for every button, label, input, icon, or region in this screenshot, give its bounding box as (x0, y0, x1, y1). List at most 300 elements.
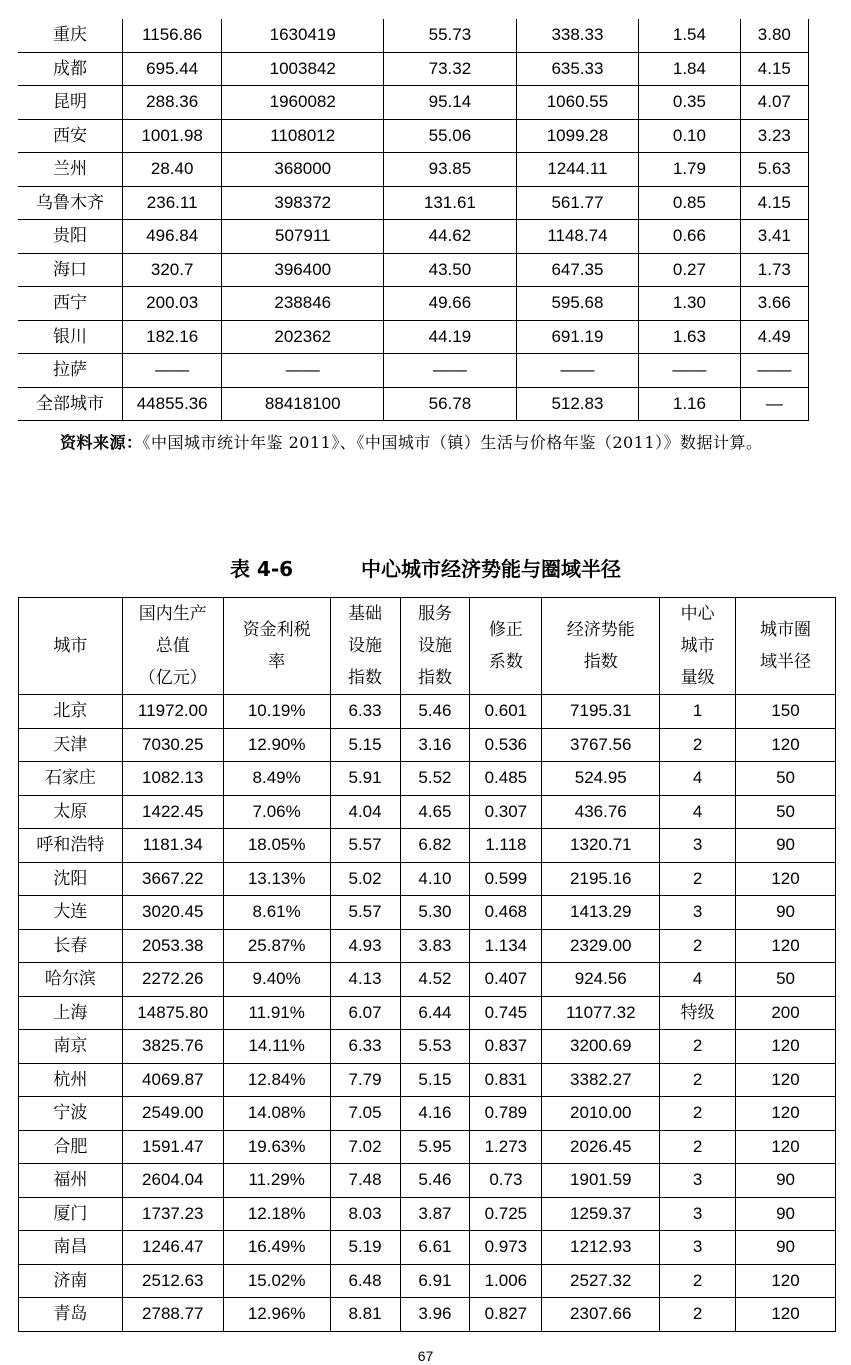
table-cell: 1737.23 (122, 1197, 223, 1231)
header-line: 修正 (488, 620, 523, 639)
table-row (19, 1264, 836, 1298)
table-cell: 3 (660, 1231, 736, 1265)
table-cell: 1.006 (470, 1264, 542, 1298)
table-cell: 120 (736, 1298, 836, 1332)
table-cell: 4 (660, 762, 736, 796)
table-cell: 120 (736, 1063, 836, 1097)
table-cell: 44.62 (384, 220, 517, 254)
header-line: 指数 (583, 652, 618, 671)
table-cell: 182.16 (122, 320, 221, 354)
table-row (19, 929, 836, 963)
city-cell: 合肥 (19, 1130, 123, 1164)
table-cell: 3.23 (740, 119, 808, 153)
table-cell: 0.601 (470, 695, 542, 729)
table-cell: 4.13 (330, 963, 400, 997)
table-cell: 16.49% (223, 1231, 330, 1265)
table-cell: 1630419 (222, 19, 384, 52)
city-cell: 厦门 (19, 1197, 123, 1231)
table-cell: 3.16 (400, 728, 470, 762)
table-cell: 2604.04 (122, 1164, 223, 1198)
table-cell: 3 (660, 896, 736, 930)
table-cell: 56.78 (384, 387, 517, 421)
city-cell: 哈尔滨 (19, 963, 123, 997)
city-cell: 银川 (18, 320, 122, 354)
table-cell: 288.36 (122, 86, 221, 120)
table-cell: 120 (736, 1130, 836, 1164)
table-cell: 11077.32 (542, 996, 660, 1030)
header-line: 系数 (488, 652, 523, 671)
table-cell: 7195.31 (542, 695, 660, 729)
city-cell: 西宁 (18, 287, 122, 321)
table-row (18, 387, 809, 421)
table-cell: 12.90% (223, 728, 330, 762)
table-cell: 73.32 (384, 52, 517, 86)
table-cell: 11.91% (223, 996, 330, 1030)
table-cell: 3825.76 (122, 1030, 223, 1064)
table-cell: 1.16 (639, 387, 740, 421)
table-cell: 120 (736, 1097, 836, 1131)
table-row (19, 862, 836, 896)
table-cell: 6.61 (400, 1231, 470, 1265)
table-cell: 0.468 (470, 896, 542, 930)
column-header (736, 598, 836, 695)
table-economic-potential (18, 597, 836, 1332)
table-cell: 2527.32 (542, 1264, 660, 1298)
city-cell: 兰州 (18, 153, 122, 187)
city-cell: 昆明 (18, 86, 122, 120)
table-cell: 1591.47 (122, 1130, 223, 1164)
table-cell: 0.35 (639, 86, 740, 120)
source-text: 《中国城市统计年鉴 2011》、《中国城市（镇）生活与价格年鉴（2011）》数据计算。 (142, 433, 763, 452)
table-cell: 368000 (222, 153, 384, 187)
table-cell: 5.57 (330, 829, 400, 863)
table-cell: 1244.11 (516, 153, 639, 187)
header-line: 设施 (348, 636, 383, 655)
table-cell: 44855.36 (122, 387, 221, 421)
table-cell: 120 (736, 728, 836, 762)
table-cell: 1413.29 (542, 896, 660, 930)
table-cell: 1.79 (639, 153, 740, 187)
table-cell: 90 (736, 1164, 836, 1198)
table-row (18, 320, 809, 354)
table-cell: 120 (736, 1030, 836, 1064)
table-cell: 49.66 (384, 287, 517, 321)
table-cell: 90 (736, 1231, 836, 1265)
table-cell: 0.789 (470, 1097, 542, 1131)
table-cell: 8.49% (223, 762, 330, 796)
table-cell: —— (516, 354, 639, 388)
table-cell: 50 (736, 795, 836, 829)
table-cell: 2 (660, 929, 736, 963)
table-cell: 3.83 (400, 929, 470, 963)
city-cell: 济南 (19, 1264, 123, 1298)
table-cell: 4.52 (400, 963, 470, 997)
table-cell: 2010.00 (542, 1097, 660, 1131)
table-cell: 6.33 (330, 695, 400, 729)
table-cell: 3.80 (740, 19, 808, 52)
table-cell: 1.54 (639, 19, 740, 52)
table-cell: 5.15 (400, 1063, 470, 1097)
table-cell: 398372 (222, 186, 384, 220)
table-title (0, 553, 851, 582)
table-row (19, 1097, 836, 1131)
table-cell: 595.68 (516, 287, 639, 321)
table-cell: 5.15 (330, 728, 400, 762)
table-cell: 3382.27 (542, 1063, 660, 1097)
table-cell: 93.85 (384, 153, 517, 187)
table-cell: 512.83 (516, 387, 639, 421)
table-cell: 635.33 (516, 52, 639, 86)
header-line: 城市 (680, 636, 715, 655)
table-row (18, 86, 809, 120)
table-cell: 1060.55 (516, 86, 639, 120)
table-cell: 90 (736, 1197, 836, 1231)
table-cell: —— (384, 354, 517, 388)
table-cell: 14.11% (223, 1030, 330, 1064)
table-cell: 120 (736, 929, 836, 963)
table-cell: 1156.86 (122, 19, 221, 52)
table-cell: 4.10 (400, 862, 470, 896)
table-cell: 1108012 (222, 119, 384, 153)
city-cell: 宁波 (19, 1097, 123, 1131)
table-header-row (19, 598, 836, 695)
city-cell: 石家庄 (19, 762, 123, 796)
table-cell: 13.13% (223, 862, 330, 896)
table-cell: 5.02 (330, 862, 400, 896)
table-cell: 1212.93 (542, 1231, 660, 1265)
table-cell: 12.96% (223, 1298, 330, 1332)
table-row (19, 1298, 836, 1332)
city-cell: 太原 (19, 795, 123, 829)
column-header (19, 598, 123, 695)
table-cell: 2195.16 (542, 862, 660, 896)
table-cell: 3200.69 (542, 1030, 660, 1064)
table-row (19, 1164, 836, 1198)
table-cell: 3.87 (400, 1197, 470, 1231)
table-cell: —— (122, 354, 221, 388)
table-cell: 4.15 (740, 186, 808, 220)
table-cell: 3.66 (740, 287, 808, 321)
city-cell: 全部城市 (18, 387, 122, 421)
table-cell: 6.33 (330, 1030, 400, 1064)
table-cell: 2512.63 (122, 1264, 223, 1298)
table-cell: 150 (736, 695, 836, 729)
table-cell: 18.05% (223, 829, 330, 863)
table-cell: 0.66 (639, 220, 740, 254)
header-line: 国内生产 (138, 604, 207, 623)
table-cell: 2549.00 (122, 1097, 223, 1131)
table-cell: 120 (736, 1264, 836, 1298)
city-cell: 福州 (19, 1164, 123, 1198)
table-cell: 12.84% (223, 1063, 330, 1097)
table-cell: 4 (660, 795, 736, 829)
table-cell: 43.50 (384, 253, 517, 287)
column-header (223, 598, 330, 695)
table-cell: 7.79 (330, 1063, 400, 1097)
table-cell: 1.273 (470, 1130, 542, 1164)
table-cell: 4.07 (740, 86, 808, 120)
table-cell: —— (639, 354, 740, 388)
table-cell: 4069.87 (122, 1063, 223, 1097)
table-cell: 691.19 (516, 320, 639, 354)
header-line: 基础 (348, 604, 383, 623)
table-cell: 50 (736, 762, 836, 796)
city-cell: 海口 (18, 253, 122, 287)
table-cell: 1901.59 (542, 1164, 660, 1198)
table-continued (18, 19, 809, 421)
table-cell: 7.05 (330, 1097, 400, 1131)
column-header (330, 598, 400, 695)
table-cell: 8.61% (223, 896, 330, 930)
table-cell: 4.15 (740, 52, 808, 86)
table-cell: 90 (736, 829, 836, 863)
header-line: 域半径 (760, 652, 812, 671)
table-cell: 55.06 (384, 119, 517, 153)
table-row (19, 829, 836, 863)
table-cell: 131.61 (384, 186, 517, 220)
source-label: 资料来源： (60, 433, 143, 452)
city-cell: 天津 (19, 728, 123, 762)
table-cell: 1422.45 (122, 795, 223, 829)
table-cell: 202362 (222, 320, 384, 354)
table-cell: 50 (736, 963, 836, 997)
table-cell: 5.46 (400, 695, 470, 729)
table-cell: 15.02% (223, 1264, 330, 1298)
table-cell: 6.48 (330, 1264, 400, 1298)
header-line: 资金利税 (242, 620, 311, 639)
table-row (19, 1063, 836, 1097)
header-line: 城市 (53, 636, 88, 655)
city-cell: 南昌 (19, 1231, 123, 1265)
table-cell: 120 (736, 862, 836, 896)
table-cell: 2 (660, 1063, 736, 1097)
table-cell: 5.30 (400, 896, 470, 930)
table-row (19, 1130, 836, 1164)
table-row (18, 119, 809, 153)
table-cell: 3 (660, 1197, 736, 1231)
table-cell: 1259.37 (542, 1197, 660, 1231)
table-cell: 55.73 (384, 19, 517, 52)
table-cell: 0.745 (470, 996, 542, 1030)
table-cell: 238846 (222, 287, 384, 321)
table-cell: 2 (660, 1097, 736, 1131)
table-row (19, 728, 836, 762)
table-cell: 4 (660, 963, 736, 997)
table-cell: 特级 (660, 996, 736, 1030)
table-cell: 5.91 (330, 762, 400, 796)
table-cell: 1.84 (639, 52, 740, 86)
table-cell: 4.93 (330, 929, 400, 963)
table-cell: 3767.56 (542, 728, 660, 762)
table-cell: 695.44 (122, 52, 221, 86)
table-cell: 2 (660, 1130, 736, 1164)
table-cell: — (740, 387, 808, 421)
table-cell: 507911 (222, 220, 384, 254)
header-line: （亿元） (138, 668, 207, 687)
table-cell: 0.973 (470, 1231, 542, 1265)
table-row (19, 896, 836, 930)
table-cell: 5.57 (330, 896, 400, 930)
table-cell: 4.49 (740, 320, 808, 354)
table-cell: 5.19 (330, 1231, 400, 1265)
table-cell: 44.19 (384, 320, 517, 354)
table-cell: 0.85 (639, 186, 740, 220)
table-cell: 1 (660, 695, 736, 729)
city-cell: 乌鲁木齐 (18, 186, 122, 220)
table-cell: 2053.38 (122, 929, 223, 963)
table-cell: 5.53 (400, 1030, 470, 1064)
column-header (660, 598, 736, 695)
page-number: 67 (417, 1348, 434, 1364)
header-line: 指数 (417, 668, 452, 687)
column-header (400, 598, 470, 695)
table-cell: 5.95 (400, 1130, 470, 1164)
city-cell: 上海 (19, 996, 123, 1030)
table-cell: 3667.22 (122, 862, 223, 896)
table-cell: 1960082 (222, 86, 384, 120)
table-cell: 436.76 (542, 795, 660, 829)
table-cell: —— (740, 354, 808, 388)
table-cell: 2272.26 (122, 963, 223, 997)
table-cell: 1148.74 (516, 220, 639, 254)
table-row (18, 220, 809, 254)
table-cell: 5.46 (400, 1164, 470, 1198)
table-cell: 8.81 (330, 1298, 400, 1332)
column-header (122, 598, 223, 695)
table-cell: 2026.45 (542, 1130, 660, 1164)
table-cell: 0.725 (470, 1197, 542, 1231)
table-cell: 2329.00 (542, 929, 660, 963)
table-cell: 2 (660, 1298, 736, 1332)
table-cell: 0.10 (639, 119, 740, 153)
table-cell: 2 (660, 862, 736, 896)
table-cell: 924.56 (542, 963, 660, 997)
table-cell: 3.96 (400, 1298, 470, 1332)
table-cell: 1099.28 (516, 119, 639, 153)
table-cell: 2788.77 (122, 1298, 223, 1332)
city-cell: 成都 (18, 52, 122, 86)
city-cell: 杭州 (19, 1063, 123, 1097)
table-cell: 8.03 (330, 1197, 400, 1231)
column-header (542, 598, 660, 695)
city-cell: 重庆 (18, 19, 122, 52)
table-cell: 1082.13 (122, 762, 223, 796)
table-cell: 200.03 (122, 287, 221, 321)
city-cell: 长春 (19, 929, 123, 963)
table-cell: 0.485 (470, 762, 542, 796)
header-line: 率 (268, 652, 286, 671)
city-cell: 呼和浩特 (19, 829, 123, 863)
column-header (470, 598, 542, 695)
table-cell: 0.407 (470, 963, 542, 997)
table-cell: 561.77 (516, 186, 639, 220)
table-cell: 1.134 (470, 929, 542, 963)
source-note (18, 427, 818, 458)
table-cell: 7.02 (330, 1130, 400, 1164)
table-cell: 12.18% (223, 1197, 330, 1231)
table-cell: 5.52 (400, 762, 470, 796)
table-cell: 95.14 (384, 86, 517, 120)
table-cell: 11.29% (223, 1164, 330, 1198)
city-cell: 沈阳 (19, 862, 123, 896)
table-cell: 7.48 (330, 1164, 400, 1198)
table-cell: 647.35 (516, 253, 639, 287)
header-line: 中心 (680, 604, 715, 623)
header-line: 量级 (680, 668, 715, 687)
table-cell: 2307.66 (542, 1298, 660, 1332)
table-cell: 14875.80 (122, 996, 223, 1030)
table-cell: 396400 (222, 253, 384, 287)
header-line: 指数 (348, 668, 383, 687)
table-cell: 524.95 (542, 762, 660, 796)
table-cell: 88418100 (222, 387, 384, 421)
table-cell: 320.7 (122, 253, 221, 287)
table-cell: 2 (660, 1030, 736, 1064)
table-cell: 4.65 (400, 795, 470, 829)
table-row (19, 795, 836, 829)
table-row (18, 253, 809, 287)
city-cell: 西安 (18, 119, 122, 153)
table-cell: 2 (660, 1264, 736, 1298)
table-cell: 6.44 (400, 996, 470, 1030)
city-cell: 大连 (19, 896, 123, 930)
table-row (18, 186, 809, 220)
table-cell: 1001.98 (122, 119, 221, 153)
table-cell: 4.04 (330, 795, 400, 829)
table-row (18, 354, 809, 388)
table-cell: 0.599 (470, 862, 542, 896)
table-cell: 11972.00 (122, 695, 223, 729)
table-cell: 28.40 (122, 153, 221, 187)
table-cell: 7.06% (223, 795, 330, 829)
table-row (19, 963, 836, 997)
table-cell: 1320.71 (542, 829, 660, 863)
table-cell: 1.118 (470, 829, 542, 863)
table-row (19, 1231, 836, 1265)
table-cell: 4.16 (400, 1097, 470, 1131)
table-cell: —— (222, 354, 384, 388)
table-cell: 200 (736, 996, 836, 1030)
table-row (19, 1197, 836, 1231)
table-row (19, 762, 836, 796)
table-cell: 10.19% (223, 695, 330, 729)
table-cell: 1.73 (740, 253, 808, 287)
table-cell: 0.27 (639, 253, 740, 287)
table-cell: 338.33 (516, 19, 639, 52)
table-cell: 7030.25 (122, 728, 223, 762)
table-cell: 3.41 (740, 220, 808, 254)
header-line: 经济势能 (566, 620, 635, 639)
table-cell: 1003842 (222, 52, 384, 86)
table-cell: 6.82 (400, 829, 470, 863)
table-row (19, 996, 836, 1030)
table-cell: 0.536 (470, 728, 542, 762)
table-number: 表 4-6 (229, 557, 294, 581)
table-cell: 1.63 (639, 320, 740, 354)
table-cell: 496.84 (122, 220, 221, 254)
table-row (19, 1030, 836, 1064)
table-cell: 1181.34 (122, 829, 223, 863)
table-row (18, 52, 809, 86)
table-cell: 14.08% (223, 1097, 330, 1131)
table-cell: 0.73 (470, 1164, 542, 1198)
table-cell: 3020.45 (122, 896, 223, 930)
table-row (18, 153, 809, 187)
table-cell: 0.837 (470, 1030, 542, 1064)
table-cell: 1246.47 (122, 1231, 223, 1265)
city-cell: 青岛 (19, 1298, 123, 1332)
table-cell: 1.30 (639, 287, 740, 321)
